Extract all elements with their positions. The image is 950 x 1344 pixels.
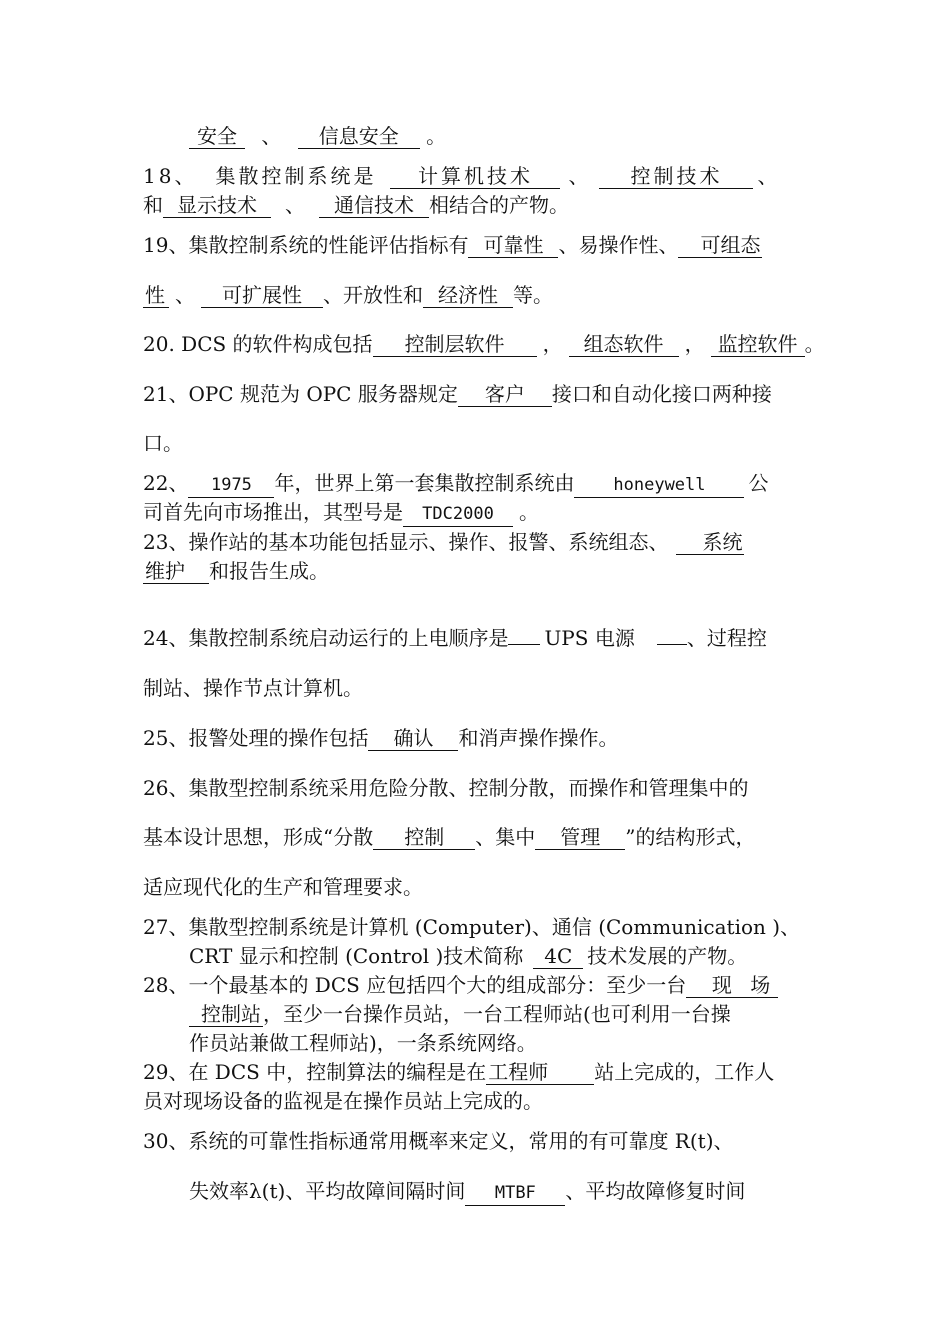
- question-30-line-1: 30、系统的可靠性指标通常用概率来定义，常用的有可靠度 R(t)、: [143, 1129, 734, 1153]
- question-29-line-2: 员对现场设备的监视是在操作员站上完成的。: [143, 1089, 543, 1113]
- question-27-line-1: 27、集散型控制系统是计算机 (Computer)、通信 (Communication )、: [143, 915, 801, 939]
- answer-blank: 可组态: [678, 233, 762, 258]
- question-18-line-2: 和 显示技术 、 通信技术 相结合的产物。: [143, 193, 569, 217]
- answer-blank: 安全: [189, 124, 245, 149]
- answer-blank: TDC2000: [403, 502, 513, 527]
- answer-blank: 维护: [143, 559, 209, 584]
- answer-blank: 控制层软件: [373, 332, 537, 357]
- answer-blank: 工程师: [486, 1060, 594, 1085]
- question-19-line-2: 性 、 可扩展性 、开放性和 经济性 等。: [145, 283, 553, 307]
- answer-blank: 信息安全: [298, 124, 420, 149]
- answer-blank: MTBF: [465, 1181, 565, 1206]
- question-28-line-1: 28、一个最基本的 DCS 应包括四个大的组成部分：至少一台 现 场: [143, 973, 777, 997]
- question-21-line-1: 21、OPC 规范为 OPC 服务器规定 客户 接口和自动化接口两种接: [143, 382, 772, 406]
- question-25: 25、报警处理的操作包括 确认 和消声操作操作。: [143, 726, 619, 750]
- answer-blank: 管理: [535, 825, 625, 850]
- answer-blank: 客户: [458, 382, 552, 407]
- answer-blank: 1975: [188, 473, 274, 498]
- answer-blank: 系统: [676, 530, 744, 555]
- question-24-line-2: 制站、操作节点计算机。: [143, 676, 363, 700]
- answer-blank: 可靠性: [468, 233, 558, 258]
- answer-blank: 控制技术: [599, 164, 753, 189]
- answer-blank: 组态软件: [569, 332, 679, 357]
- question-19-line-1: 19、集散控制系统的性能评估指标有 可靠性 、易操作性、 可组态: [143, 233, 761, 257]
- answer-blank: honeywell: [574, 473, 744, 498]
- question-26-line-3: 适应现代化的生产和管理要求。: [143, 875, 423, 899]
- q17-continuation: 安全 、 信息安全 。: [189, 122, 446, 150]
- question-28-line-3: 作员站兼做工程师站)，一条系统网络。: [189, 1031, 537, 1055]
- question-23-line-1: 23、操作站的基本功能包括显示、操作、报警、系统组态、 系统: [143, 530, 743, 554]
- question-30-line-2: 失效率λ(t)、平均故障间隔时间 MTBF 、平均故障修复时间: [189, 1177, 745, 1206]
- question-24-line-1: 24、集散控制系统启动运行的上电顺序是 UPS 电源 、过程控: [143, 626, 767, 650]
- question-18-line-1: 18、 集散控制系统是 计算机技术 、 控制技术 、: [143, 164, 781, 188]
- answer-blank: 确认: [368, 726, 458, 751]
- question-27-line-2: CRT 显示和控制 (Control )技术简称 4C 技术发展的产物。: [189, 944, 748, 968]
- answer-blank: 计算机技术: [390, 164, 560, 189]
- answer-blank: 控制: [373, 825, 475, 850]
- question-26-line-1: 26、集散型控制系统采用危险分散、控制分散，而操作和管理集中的: [143, 776, 749, 800]
- question-22-line-1: 22、 1975 年，世界上第一套集散控制系统由 honeywell 公: [143, 469, 768, 498]
- answer-blank: 现 场: [686, 973, 778, 998]
- question-23-line-2: 维护 和报告生成。: [145, 559, 329, 583]
- question-29-line-1: 29、在 DCS 中，控制算法的编程是在 工程师 站上完成的，工作人: [143, 1060, 775, 1084]
- question-20: 20. DCS 的软件构成包括 控制层软件 ， 组态软件 ， 监控软件 。: [143, 332, 825, 356]
- answer-blank: 监控软件: [711, 332, 805, 357]
- answer-blank: 经济性: [423, 283, 513, 308]
- question-21-line-2: 口。: [143, 431, 183, 455]
- question-28-line-2: 控制站 ，至少一台操作员站，一台工程师站(也可利用一台操: [189, 1000, 731, 1028]
- question-26-line-2: 基本设计思想，形成“分散 控制 、集中 管理 ”的结构形式，: [143, 825, 756, 849]
- answer-blank: 性: [143, 283, 169, 308]
- answer-blank: 控制站: [189, 1002, 263, 1027]
- answer-blank: 可扩展性: [201, 283, 323, 308]
- answer-blank: 显示技术: [163, 193, 271, 218]
- question-22-line-2: 司首先向市场推出，其型号是 TDC2000 。: [143, 498, 539, 527]
- answer-blank: 通信技术: [319, 193, 429, 218]
- answer-blank: 4C: [533, 944, 583, 969]
